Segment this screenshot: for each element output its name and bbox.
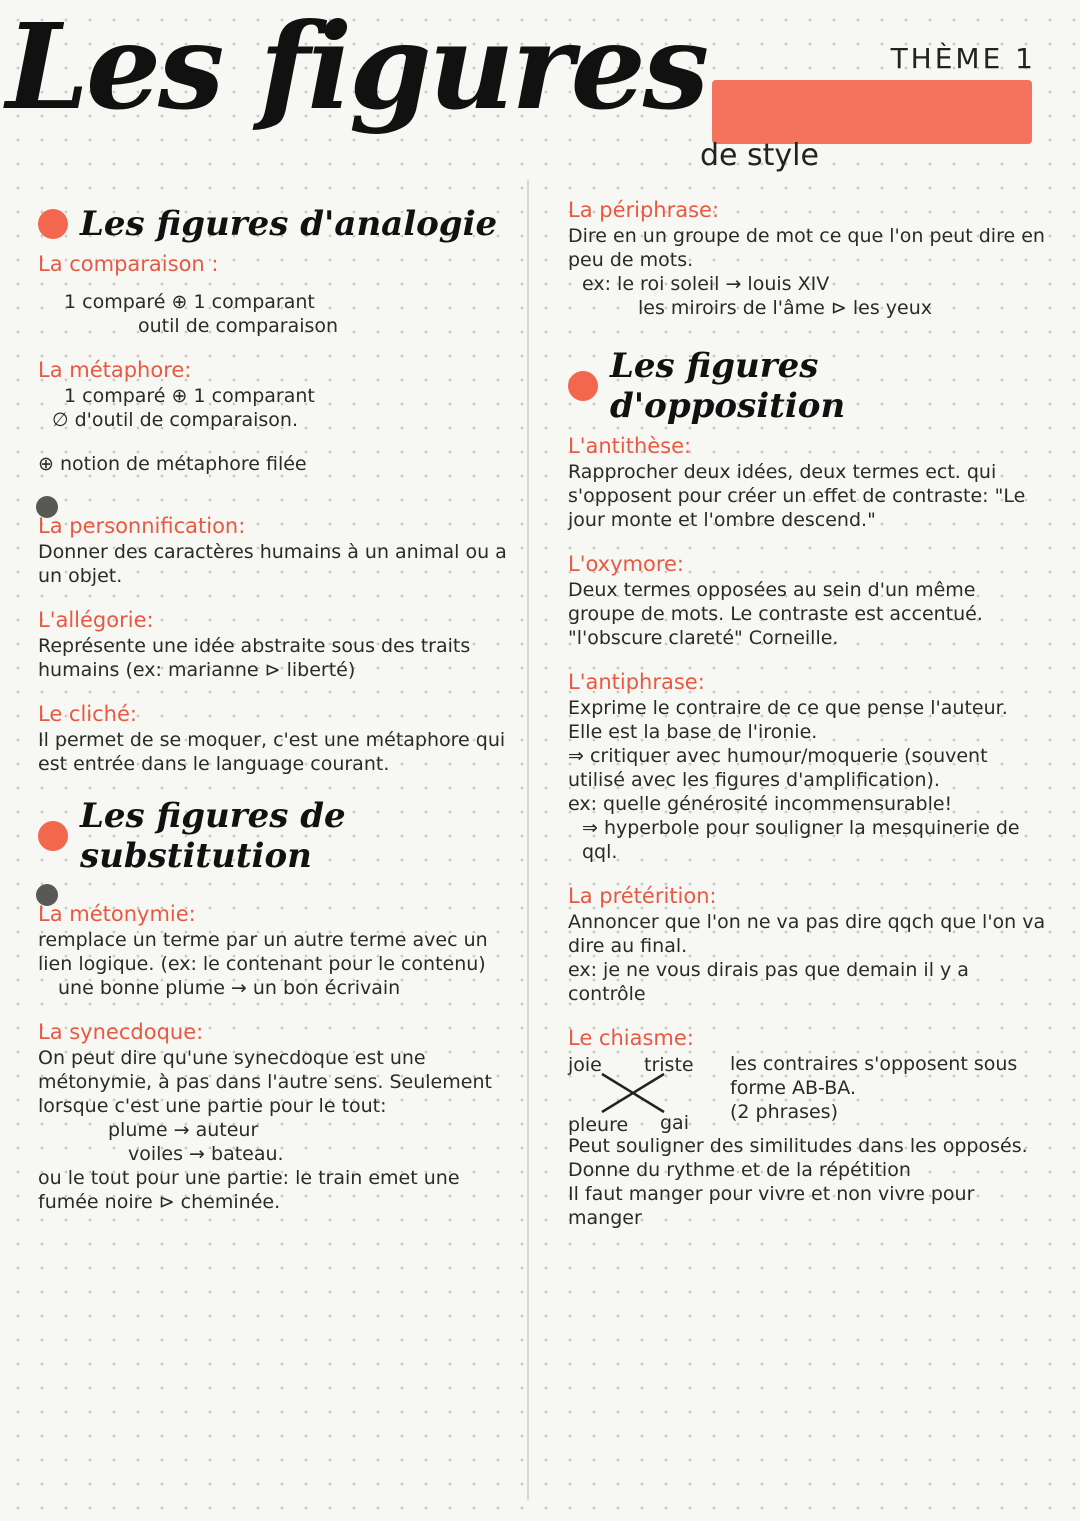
chiasme-word: joie	[568, 1054, 602, 1076]
cross-icon	[598, 1070, 668, 1116]
note-periphrase	[568, 198, 1046, 320]
note-text: ou le tout pour une partie: le train emet une fumée noire ⊳ cheminée.	[38, 1167, 460, 1213]
note-antiphrase	[568, 670, 1046, 864]
note-personnification	[38, 514, 508, 588]
note-text: ⇒ critiquer avec humour/moquerie (souvent utilisé avec les figures d'amplification).	[568, 745, 988, 791]
note-text: Exprime le contraire de ce que pense l'auteur. Elle est la base de l'ironie.	[568, 697, 1008, 743]
note-example: ex: je ne vous dirais pas que demain il y a contrôle	[568, 959, 969, 1005]
note-antithese	[568, 434, 1046, 532]
column-divider	[527, 180, 529, 1500]
note-text: Annoncer que l'on ne va pas dire qqch que l'on va dire au final.	[568, 911, 1046, 957]
section-title-text: Les figures d'analogie	[80, 204, 498, 244]
note-example: une bonne plume → un bon écrivain	[58, 977, 401, 999]
note-allegorie	[38, 608, 508, 682]
note-comparaison	[38, 252, 508, 338]
note-heading: La prétérition:	[568, 884, 717, 908]
section-title-text: Les figures de substitution	[80, 796, 346, 876]
note-heading: L'oxymore:	[568, 552, 685, 576]
note-synecdoque	[38, 1020, 508, 1214]
note-heading: Le chiasme:	[568, 1026, 694, 1050]
note-line: 1 comparé ⊕ 1 comparant	[64, 291, 315, 313]
note-heading: L'allégorie:	[38, 608, 154, 632]
note-text: Dire en un groupe de mot ce que l'on peut dire en peu de mots.	[568, 225, 1045, 271]
note-example: Il faut manger pour vivre et non vivre pour manger	[568, 1183, 975, 1229]
note-heading: La personnification:	[38, 514, 246, 538]
note-preterition	[568, 884, 1046, 1006]
bullet-dot-icon	[38, 209, 68, 239]
page-subtitle: de style	[700, 138, 819, 173]
section-substitution	[38, 796, 508, 876]
note-example: ex: le roi soleil → louis XIV	[582, 273, 830, 295]
bullet-dot-icon	[568, 371, 598, 401]
note-text: On peut dire qu'une synecdoque est une métonymie, à pas dans l'autre sens. Seulement lorsque c'est une partie pour le tout:	[38, 1047, 492, 1117]
title-highlight-bar	[712, 80, 1032, 144]
section-title-text: Les figures d'opposition	[610, 346, 846, 426]
note-text: Il permet de se moquer, c'est une métaphore qui est entrée dans le language courant.	[38, 729, 506, 775]
note-text: ⇒ hyperbole pour souligner la mesquinerie de qql.	[582, 817, 1020, 863]
bullet-dot-icon	[38, 821, 68, 851]
chiasme-word: gai	[660, 1112, 689, 1134]
note-heading: L'antiphrase:	[568, 670, 705, 694]
note-line: outil de comparaison	[138, 315, 339, 337]
note-heading: Le cliché:	[38, 702, 137, 726]
right-column	[568, 198, 1046, 1250]
note-heading: La périphrase:	[568, 198, 720, 222]
theme-label: THÈME 1	[890, 42, 1036, 75]
left-column	[38, 198, 508, 1234]
note-text: Rapprocher deux idées, deux termes ect. qui s'opposent pour créer un effet de contraste: "Le jour monte et l'ombre descend."	[568, 461, 1026, 531]
note-metonymie	[38, 902, 508, 1000]
note-text: Deux termes opposées au sein d'un même groupe de mots. Le contraste est accentué. "l'obscure clareté" Corneille.	[568, 579, 983, 649]
chiasme-side-text: les contraires s'opposent sous forme AB-BA.	[730, 1053, 1018, 1099]
note-example: voiles → bateau.	[128, 1143, 284, 1165]
note-example: les miroirs de l'âme ⊳ les yeux	[638, 297, 932, 319]
note-heading: L'antithèse:	[568, 434, 692, 458]
note-oxymore	[568, 552, 1046, 650]
note-line: ∅ d'outil de comparaison.	[52, 409, 298, 431]
chiasme-diagram	[568, 1054, 718, 1134]
section-analogie	[38, 204, 508, 244]
page-title: Les figures	[6, 0, 707, 136]
note-text: Représente une idée abstraite sous des traits humains (ex: marianne ⊳ liberté)	[38, 635, 471, 681]
note-line: ⊕ notion de métaphore filée	[38, 453, 307, 475]
chiasme-word: pleure	[568, 1114, 629, 1136]
note-heading: La synecdoque:	[38, 1020, 204, 1044]
note-heading: La métonymie:	[38, 902, 196, 926]
note-text: Donner des caractères humains à un animal ou a un objet.	[38, 541, 507, 587]
note-cliche	[38, 702, 508, 776]
note-chiasme	[568, 1026, 1046, 1230]
note-text: Peut souligner des similitudes dans les opposés. Donne du rythme et de la répétition	[568, 1135, 1028, 1181]
note-heading: La métaphore:	[38, 358, 192, 382]
note-metaphore-filee	[38, 452, 508, 476]
note-line: 1 comparé ⊕ 1 comparant	[64, 385, 315, 407]
note-metaphore	[38, 358, 508, 432]
note-example: ex: quelle générosité incommensurable!	[568, 793, 953, 815]
chiasme-word: triste	[644, 1054, 694, 1076]
note-heading: La comparaison :	[38, 252, 219, 276]
note-example: plume → auteur	[108, 1119, 259, 1141]
chiasme-side-text: (2 phrases)	[730, 1101, 838, 1123]
note-text: remplace un terme par un autre terme avec un lien logique. (ex: le contenant pour le contenu)	[38, 929, 488, 975]
section-opposition	[568, 346, 1046, 426]
